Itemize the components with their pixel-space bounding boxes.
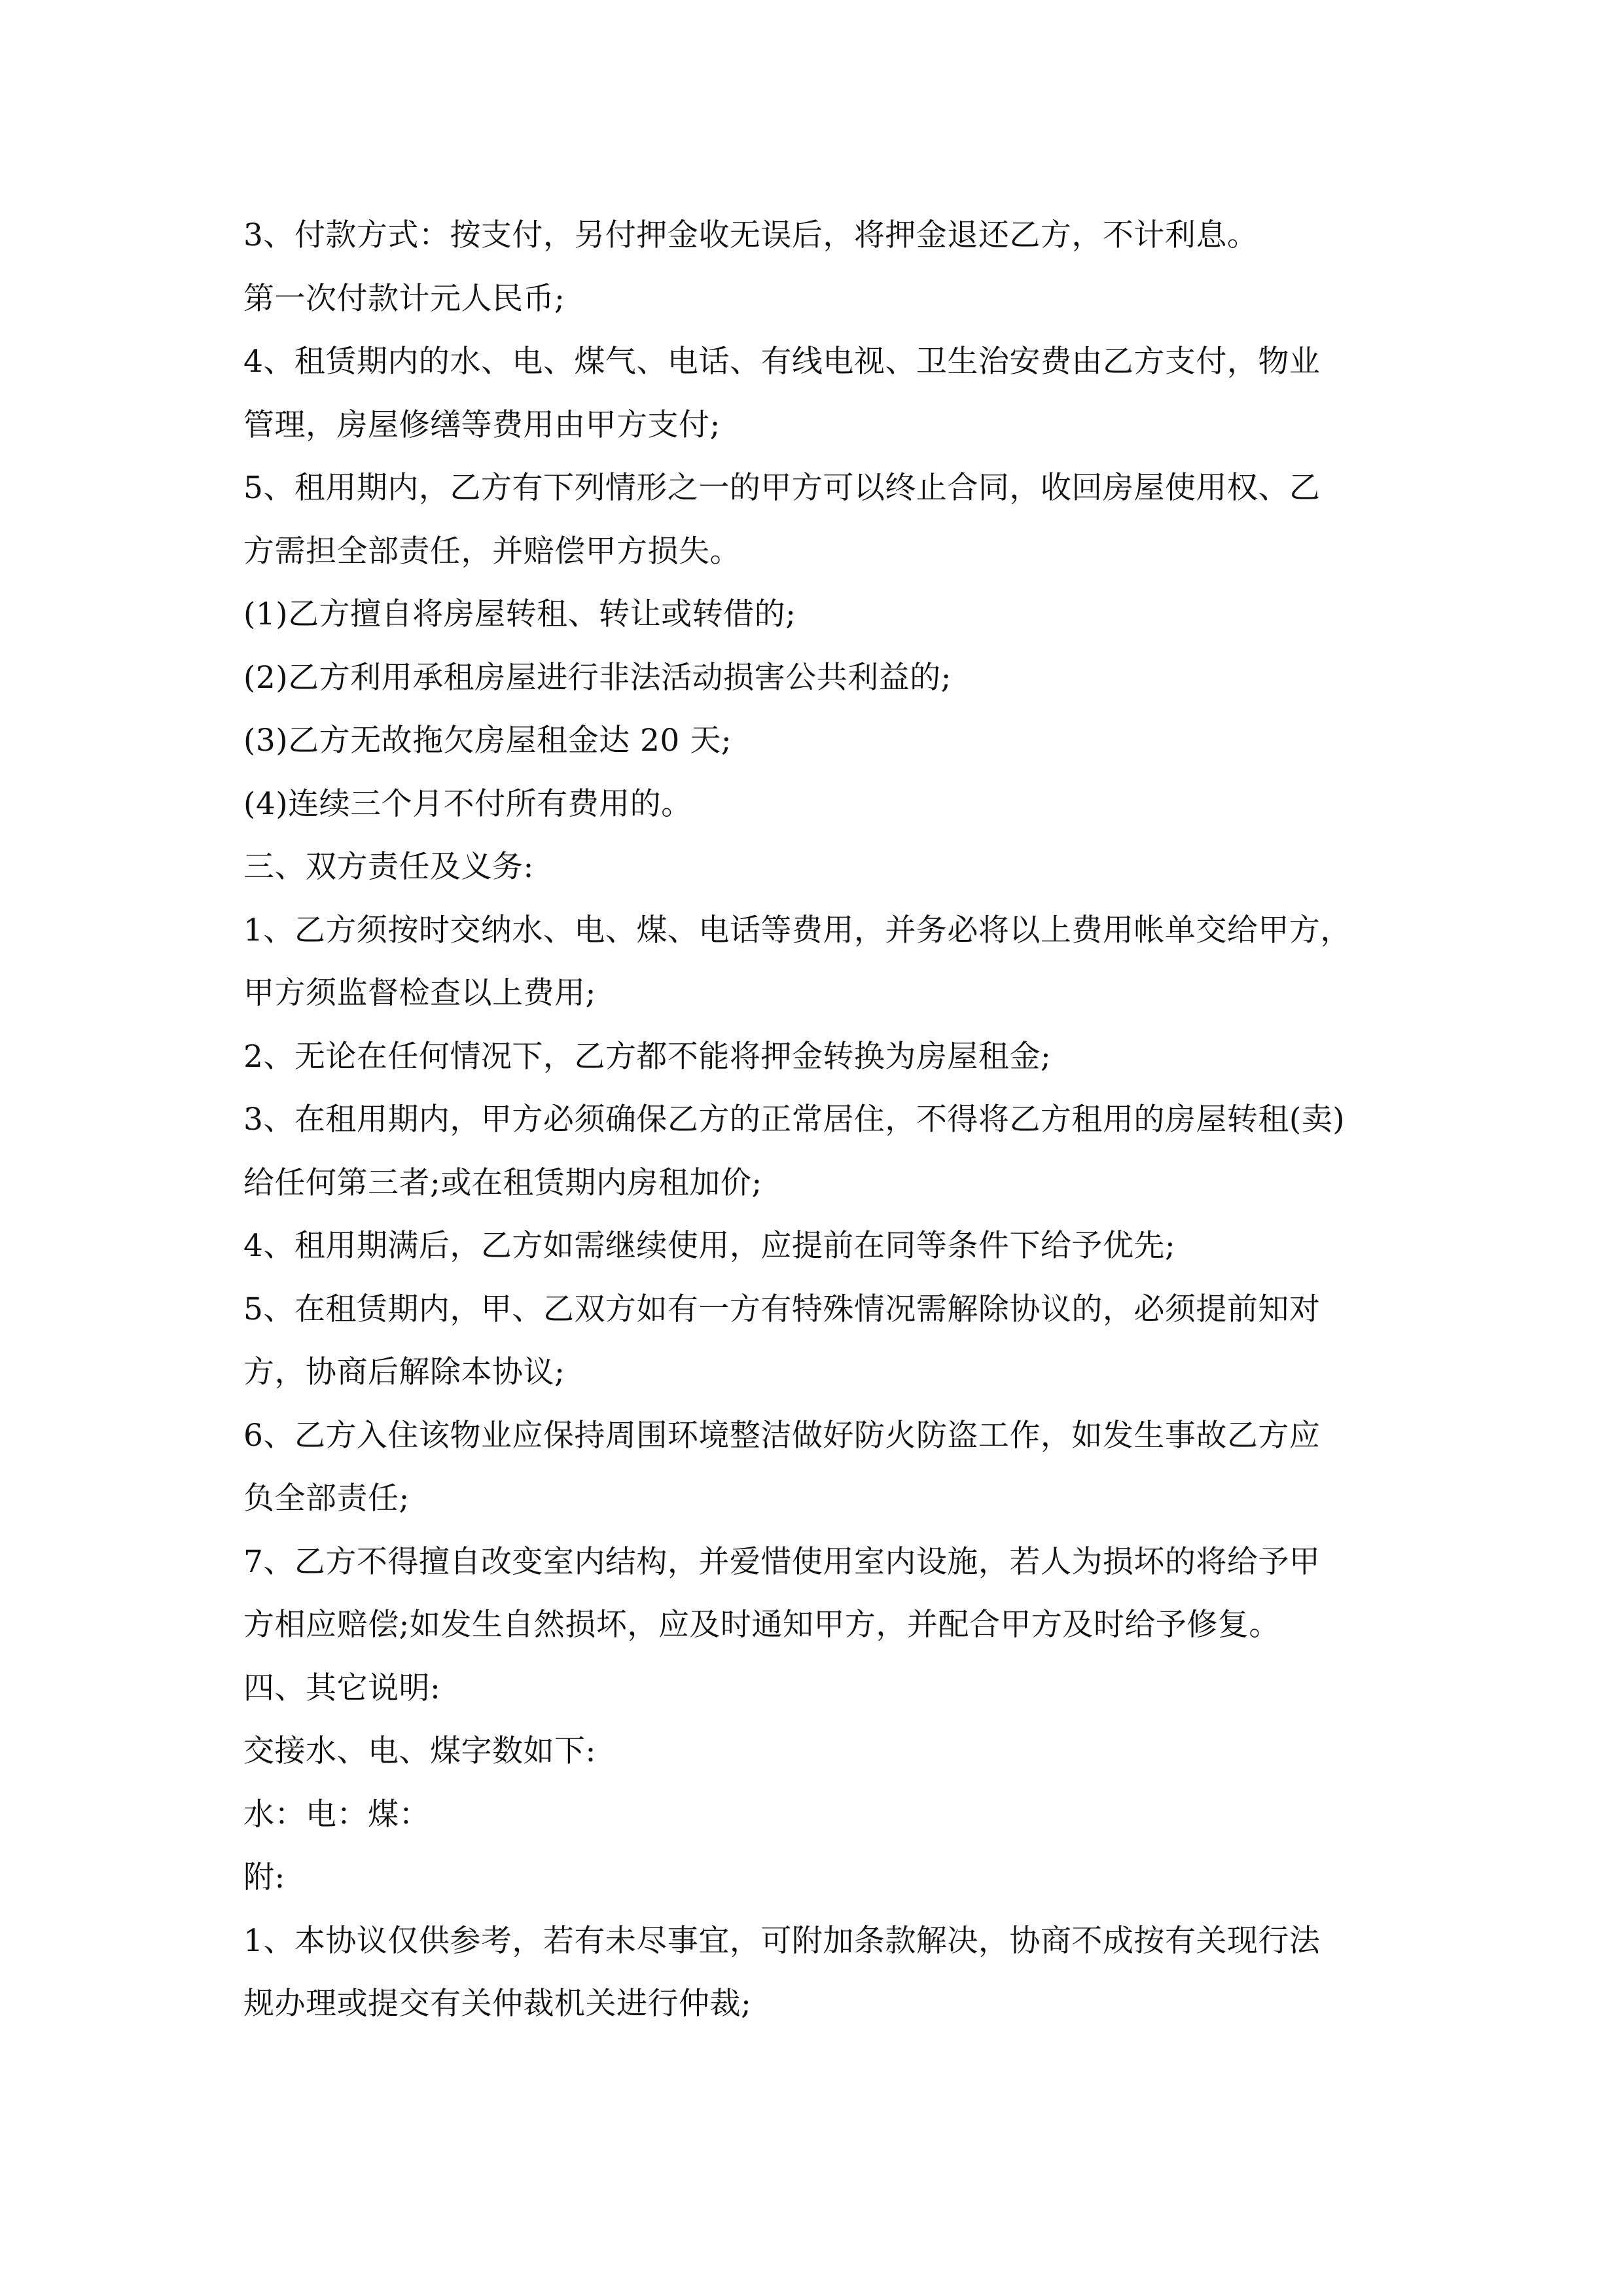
text-line: 水：电：煤： — [243, 1796, 430, 1833]
section-heading: 四、其它说明: — [243, 1670, 441, 1706]
text-line: 交接水、电、煤字数如下: — [243, 1733, 596, 1769]
text-line: 4、租赁期内的水、电、煤气、电话、有线电视、卫生治安费由乙方支付，物业 — [243, 344, 1321, 380]
text-line: 1、本协议仅供参考，若有未尽事宜，可附加条款解决，协商不成按有关现行法 — [243, 1922, 1321, 1959]
section-heading: 三、双方责任及义务: — [243, 849, 534, 885]
text-line: 附: — [243, 1859, 285, 1895]
text-line: 5、租用期内，乙方有下列情形之一的甲方可以终止合同，收回房屋使用权、乙 — [243, 470, 1321, 506]
text-line: 6、乙方入住该物业应保持周围环境整洁做好防火防盗工作，如发生事故乙方应 — [243, 1417, 1321, 1454]
text-line: 方，协商后解除本协议; — [243, 1354, 565, 1390]
text-line: 方需担全部责任，并赔偿甲方损失。 — [243, 533, 741, 569]
text-line: 3、在租用期内，甲方必须确保乙方的正常居住，不得将乙方租用的房屋转租(卖) — [243, 1102, 1346, 1138]
text-line: (1)乙方擅自将房屋转租、转让或转借的; — [243, 596, 796, 632]
text-line: 给任何第三者;或在租赁期内房租加价; — [243, 1164, 762, 1201]
text-line: 规办理或提交有关仲裁机关进行仲裁; — [243, 1986, 752, 2022]
text-line: (2)乙方利用承租房屋进行非法活动损害公共利益的; — [243, 659, 952, 696]
text-line: 甲方须监督检查以上费用; — [243, 975, 596, 1011]
text-line: 5、在租赁期内，甲、乙双方如有一方有特殊情况需解除协议的，必须提前知对 — [243, 1291, 1321, 1327]
text-line: (3)乙方无故拖欠房屋租金达 20 天; — [243, 723, 732, 759]
text-line: 管理，房屋修缮等费用由甲方支付; — [243, 406, 721, 443]
text-line: 1、乙方须按时交纳水、电、煤、电话等费用，并务必将以上费用帐单交给甲方， — [243, 912, 1351, 948]
document-body — [243, 204, 1395, 2036]
text-line: (4)连续三个月不付所有费用的。 — [243, 785, 692, 822]
text-line: 负全部责任; — [243, 1480, 410, 1516]
text-line: 2、无论在任何情况下，乙方都不能将押金转换为房屋租金; — [243, 1038, 1052, 1075]
text-line: 4、租用期满后，乙方如需继续使用，应提前在同等条件下给予优先; — [243, 1228, 1176, 1264]
text-line: 3、付款方式：按支付，另付押金收无误后，将押金退还乙方，不计利息。 — [243, 217, 1258, 253]
text-line: 方相应赔偿;如发生自然损坏，应及时通知甲方，并配合甲方及时给予修复。 — [243, 1607, 1280, 1643]
text-line: 第一次付款计元人民币; — [243, 280, 565, 317]
text-line: 7、乙方不得擅自改变室内结构，并爱惜使用室内设施，若人为损坏的将给予甲 — [243, 1543, 1321, 1580]
